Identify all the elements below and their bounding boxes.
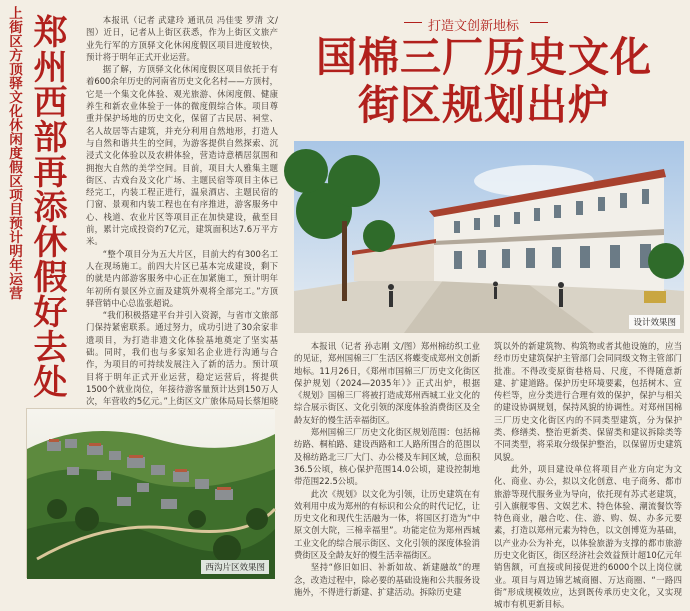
district-rendering-photo [294,141,684,333]
right-headline-line-1: 国棉三厂历史文化 [316,33,652,81]
right-paragraph: 坚持“修旧如旧、补新如故、新建融故”的理念，改造过程中，除必要的基础设施和公共服务设施外，不得进行新建、扩建活动。拆除历史建 [294,562,480,597]
left-subheadline: 上街区方顶驿文化休闲度假区项目预计明年运营 [6,6,22,300]
left-paragraph: “我们积极搭建平台并引入资源，与省市文旅部门保持紧密联系。通过努力，成功引进了30余家非遗项目，为打造非遗文化体验基地奠定了坚实基础。同时，我们也与多家知名企业进行沟通与合作，为项目的可持续发展注入了新的活力。预计项目将于明年正式开业运营，稳定运营后，将提供1500个就业岗位，年接待游客量预计达到150万人次，年营收约5亿元。”上街区文广旅体局局长蔡旭晓 [86,310,278,407]
right-article [290,0,690,610]
left-headline-block [4,6,82,404]
right-photo-caption: 设计效果图 [629,315,680,329]
right-paragraph: 筑以外的新建筑物、构筑物或者其他设施的，应当经市历史建筑保护主管部门会同同级文物主管部门批准。不得改变原街巷格局、尺度，不得随意新建、扩建道路。保护历史环境要素，包括树木、宣传栏等，应分类进行合理有效的保护，保护与相关的建设协调规划，保持风貌的协调性。对郑州国棉三厂历史文化街区内的不同类型建筑，分为保护类、修缮类、整治更新类、保留类和建议拆除类等不同类型，将采取分级保护整治，以保留历史建筑风貌。 [494,341,682,462]
left-article-body [86,14,278,406]
right-kicker: 打造文创新地标 [428,19,520,34]
left-photo-caption: 西沟片区效果图 [201,560,269,574]
kicker-rule-left [404,22,422,23]
resort-aerial-photo [26,408,274,578]
district-street-illustration [294,141,684,333]
right-paragraph: 郑州国棉三厂历史文化街区规划范围：包括棉纺路、桐柏路、建设西路和工人路所围合的范围以及棉纺路北三厂大门、办公楼及车间区域，总面积36.5公顷，核心保护范围14.0公顷，建设控制地带范围22.5公顷。 [294,427,480,487]
right-headline-line-2: 街区规划出炉 [358,81,610,129]
left-article [0,0,283,589]
left-paragraph: 据了解，方顶驿文化休闲度假区项目依托于有着600余年历史的河南省历史文化名村——方顶村，它是一个集文化体验、观光旅游、休闲度假、健康养生和新农业体验于一体的微度假综合体。项目尊重并保护场地的历史文化，保留了古民居、祠堂、名人故居等古建筑，并充分利用自然地形，打造人与自然和谐共生的空间，为游客提供自然探索、沉浸式文化体验以及农耕体验，营造诗意栖居氛围和拥抱大自然的美学空间。目前，项目大人雅集主题街区、古戏台及文化广场、主题民宿等项目主体已经完工，内装工程正进行，温泉酒店、主题民宿的门窗、景观和内装工程也在有序推进，游客服务中心、栈道、农业片区等项目正在加快建设，截至目前，累计完成投资约7亿元，建筑面积达7.6万平方米。 [86,64,278,247]
left-paragraph: “整个项目分为五大片区，目前大约有300名工人在现场施工。前四大片区已基本完成建设，剩下的就是内部游客服务中心正在加紧施工，预计明年年初所有景区外立面及建筑外观将全部完工。”方顶驿营销中心总监张超说。 [86,248,278,308]
left-paragraph: 本报讯（记者 武建玲 通讯员 冯佳雯 罗清 文/图）近日，记者从上街区获悉，作为上街区文旅产业先行军的方顶驿文化休闲度假区项目进度较快，预计将于明年正式开业运营。 [86,15,278,62]
left-headline: 郑州西部再添休假好去处 [27,14,67,399]
right-paragraph: 此外，项目建设单位将项目产业方向定为文化、商业、办公，拟以文化创意、电子商务、都市旅游等现代服务业为导向，依托现有苏式老建筑，引入旗舰零售、文娱艺术、特色体验、潮流餐饮等特色商业，融合吃、住、游、购、娱、办多元要素，打造以郑州元素为特色，以文创博览为基础，以产业办公为补充，以体验旅游为支撑的都市旅游历史文化街区，街区经济社会效益预计超10亿元年销售额，可直接或间接促进约6000个以上岗位就业。项目与周边锦艺城商圈、万达商圈、“一路四街”形成规模效应，达到既传承历史文化，又实现城市有机更新目标。 [494,463,682,610]
right-article-column-2 [494,340,682,610]
resort-aerial-illustration [27,409,275,579]
right-article-column-1 [294,340,480,597]
right-paragraph: 此次《规划》以文化为引领，让历史建筑在有效利用中成为郑州的有标识和公众的时代记忆，让历史文化和现代生活融为一体，将国区打造为“中原文创大院，三棉幸福里”。功能定位为郑州西城工业文化的综合展示街区、文化引领的深度体验消费街区及全龄友好的慢生活幸福街区。 [294,488,480,561]
kicker-rule-right [530,22,548,23]
right-paragraph: 本报讯（记者 孙志刚 文/图）郑州棉纺织工业的见证，郑州国棉三厂生活区将蝶变成郑州文创新地标。11月26日，《郑州市国棉三厂历史文化街区保护规划（2024—2035年）》正式出炉，根据《规划》国棉三厂将被打造成郑州西城工业文化的综合展示街区、文化引领的深度体验消费街区及全龄友好的慢生活幸福街区。 [294,341,480,425]
